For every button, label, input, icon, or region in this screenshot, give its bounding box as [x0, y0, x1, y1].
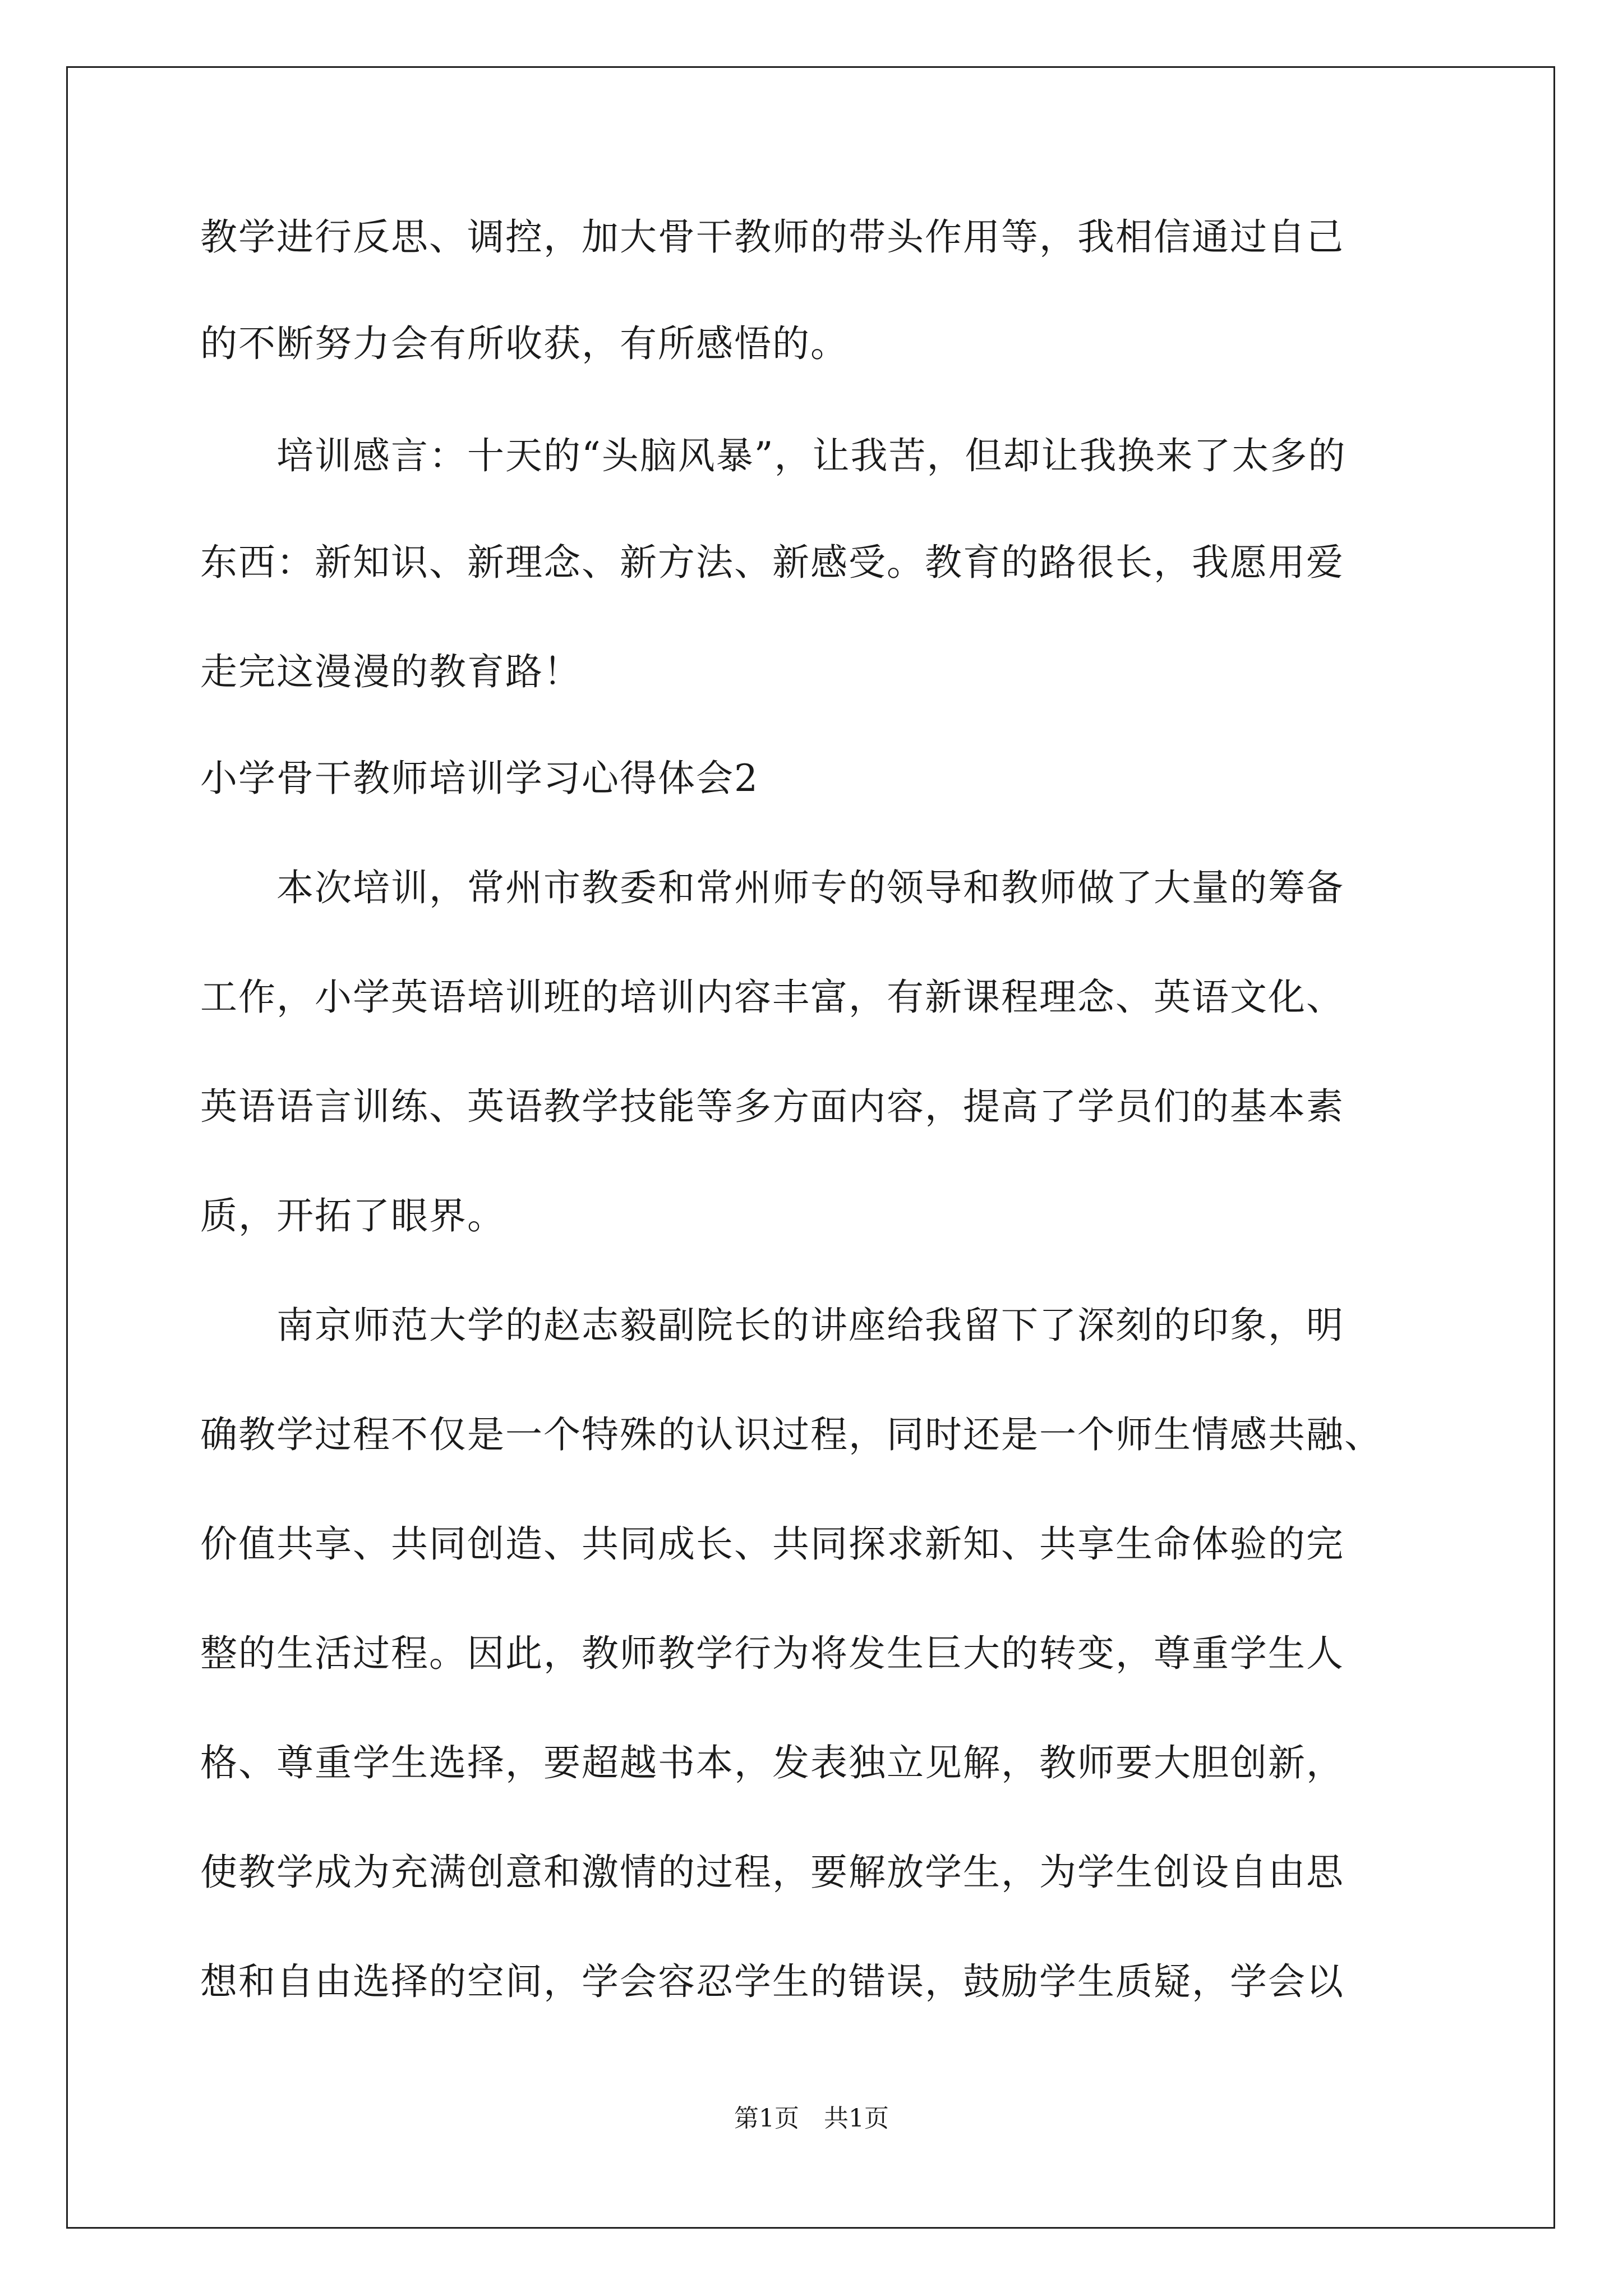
page-border	[66, 66, 1555, 2229]
text-line: 想和自由选择的空间，学会容忍学生的错误，鼓励学生质疑，学会以	[200, 1960, 1344, 2003]
section-heading: 小学骨干教师培训学习心得体会2	[200, 757, 759, 800]
text-line: 培训感言：十天的“头脑风暴”，让我苦，但却让我换来了太多的	[200, 434, 1347, 477]
text-line: 英语语言训练、英语教学技能等多方面内容，提高了学员们的基本素	[200, 1085, 1344, 1128]
text-line: 价值共享、共同创造、共同成长、共同探求新知、共享生命体验的完	[200, 1522, 1344, 1566]
text-line: 确教学过程不仅是一个特殊的认识过程，同时还是一个师生情感共融、	[200, 1413, 1382, 1456]
page-number-footer: 第1页 共1页	[734, 2104, 889, 2133]
text-line: 教学进行反思、调控，加大骨干教师的带头作用等，我相信通过自己	[200, 215, 1344, 259]
text-line: 工作，小学英语培训班的培训内容丰富，有新课程理念、英语文化、	[200, 976, 1344, 1019]
text-line: 走完这漫漫的教育路！	[200, 650, 582, 693]
text-line: 使教学成为充满创意和激情的过程，要解放学生，为学生创设自由思	[200, 1851, 1344, 1894]
text-line: 格、尊重学生选择，要超越书本，发表独立见解，教师要大胆创新，	[200, 1741, 1344, 1784]
text-line: 整的生活过程。因此，教师教学行为将发生巨大的转变，尊重学生人	[200, 1632, 1344, 1675]
text-line: 质，开拓了眼界。	[200, 1194, 505, 1237]
text-line: 南京师范大学的赵志毅副院长的讲座给我留下了深刻的印象，明	[200, 1304, 1344, 1347]
text-line: 的不断努力会有所收获，有所感悟的。	[200, 322, 849, 365]
text-line: 本次培训，常州市教委和常州师专的领导和教师做了大量的筹备	[200, 866, 1344, 909]
text-line: 东西：新知识、新理念、新方法、新感受。教育的路很长，我愿用爱	[200, 541, 1344, 584]
